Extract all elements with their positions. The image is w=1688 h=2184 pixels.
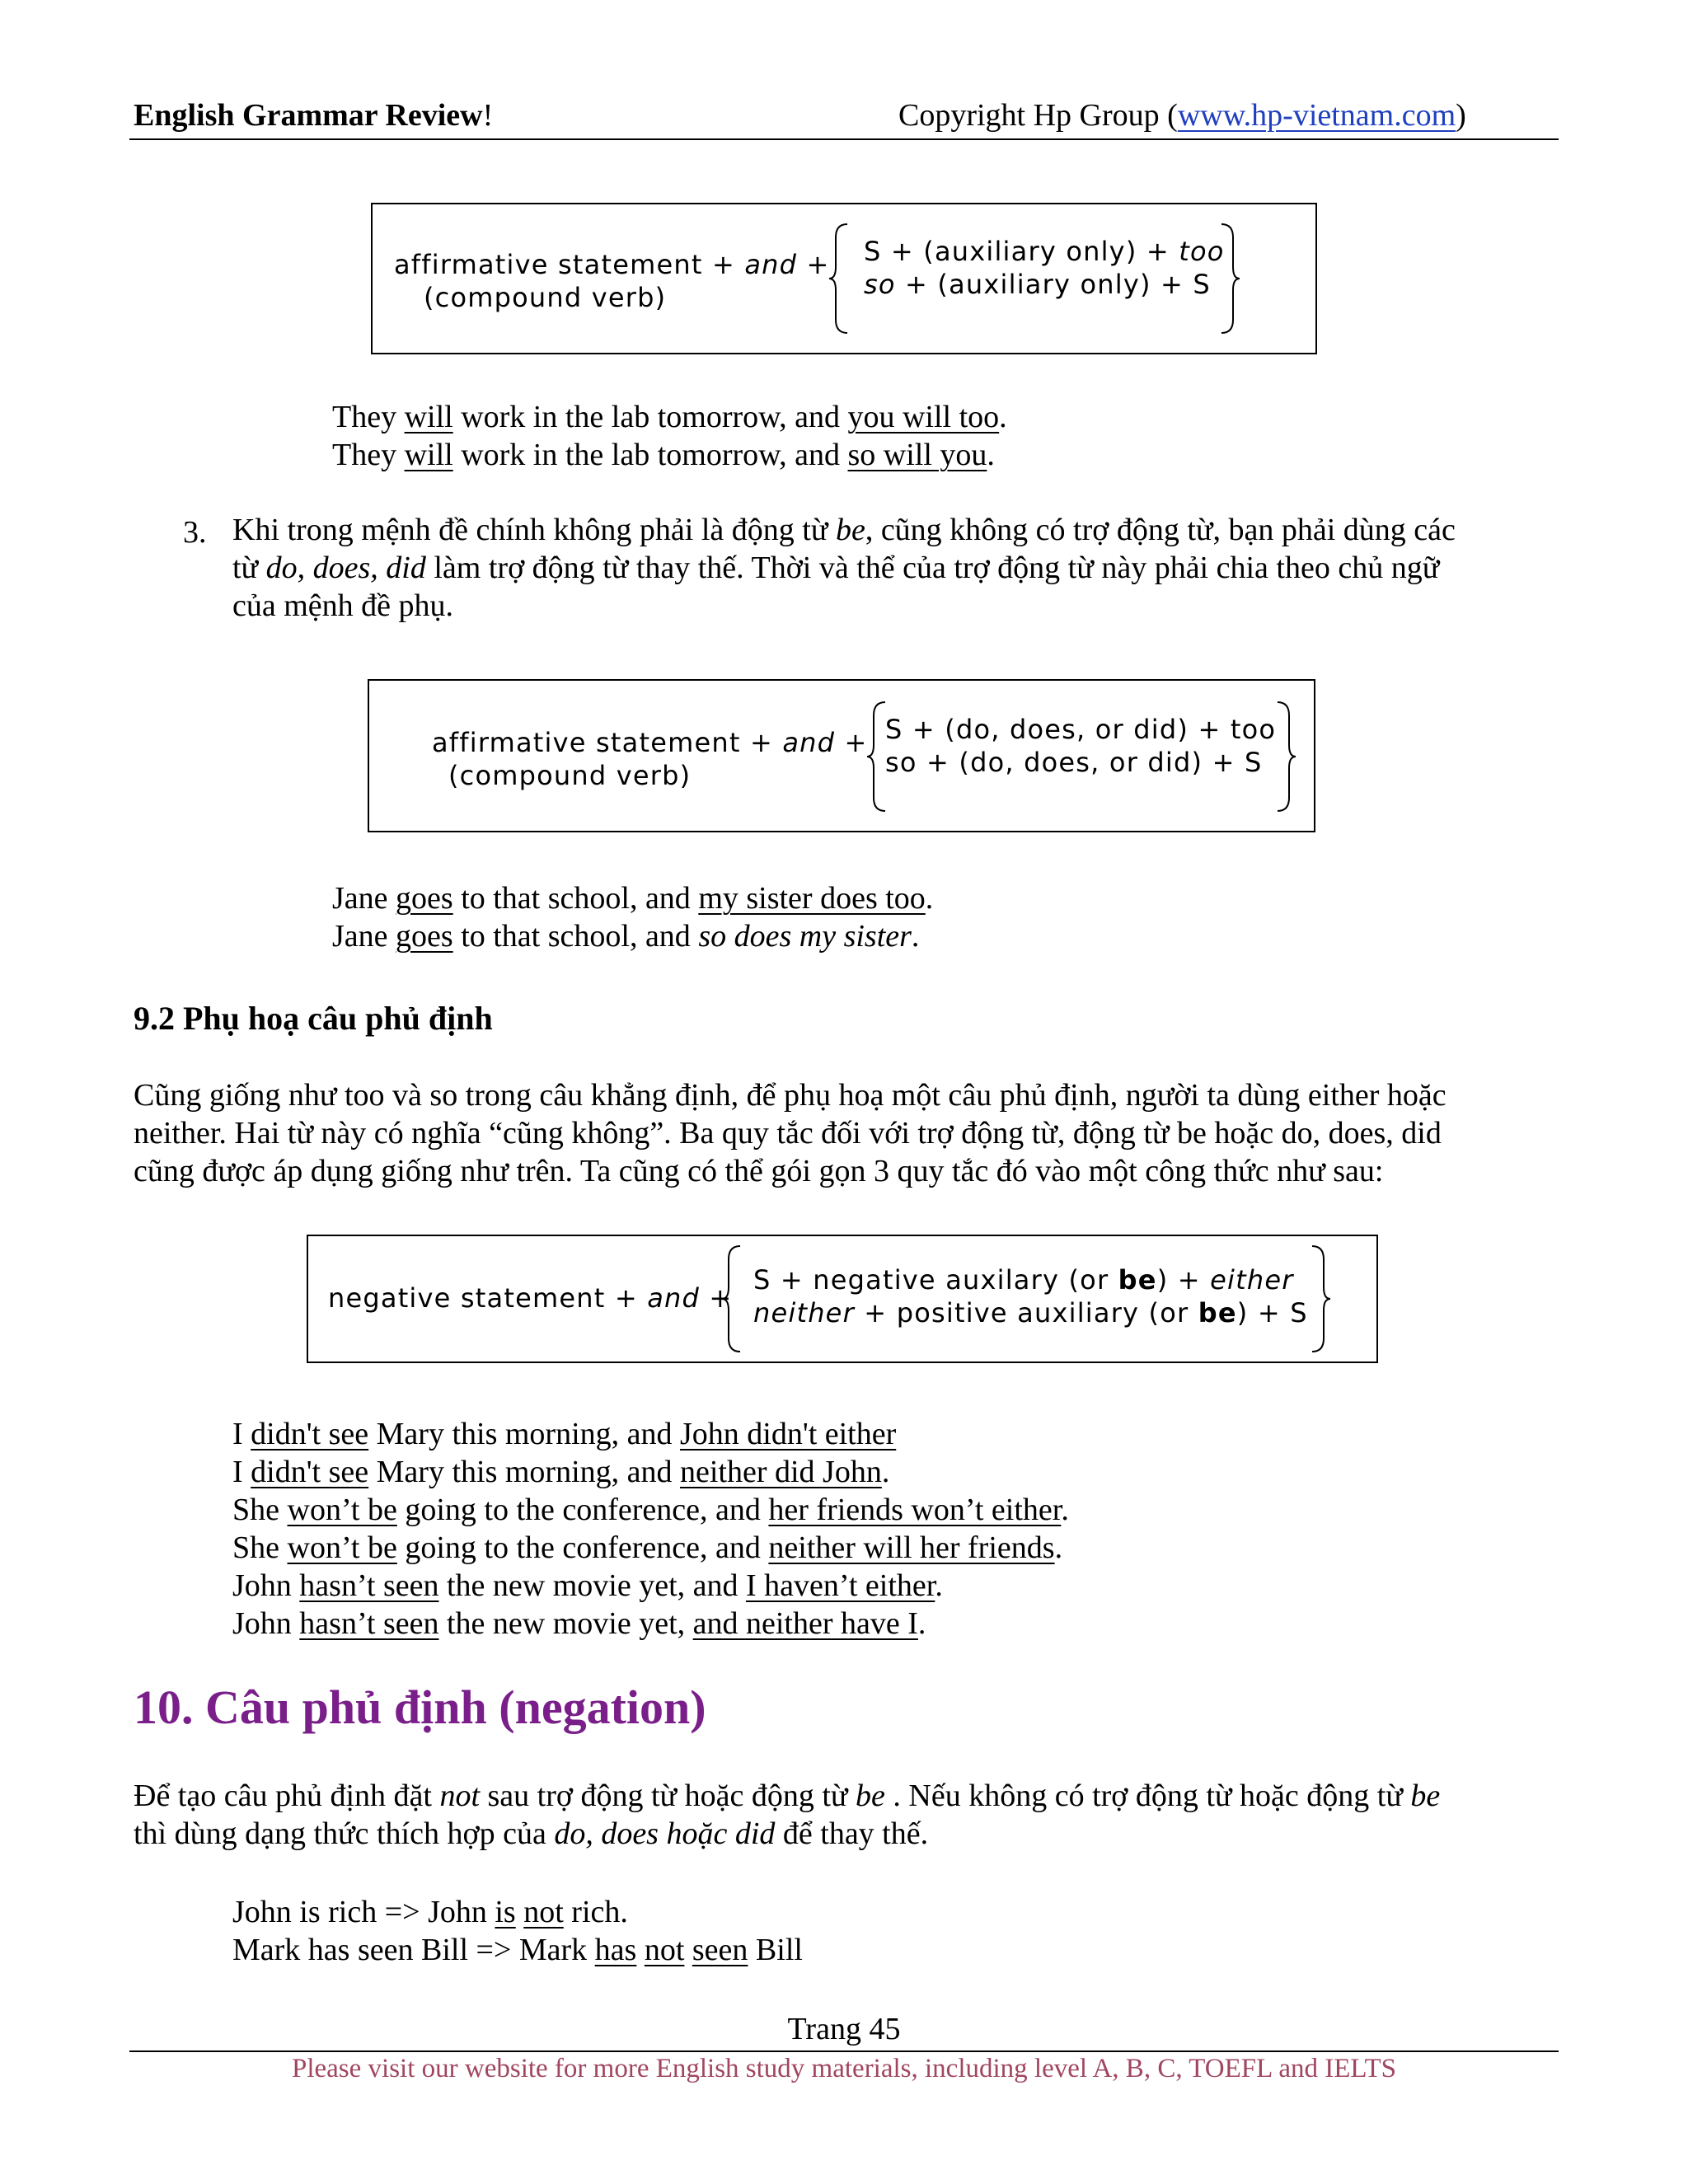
formula-right-line2: neither + positive auxiliary (or be) + S xyxy=(753,1297,1308,1329)
chapter-heading: 10. Câu phủ định (negation) xyxy=(134,1680,706,1734)
example-sentence: John hasn’t seen the new movie yet, and I haven’t either. xyxy=(232,1568,943,1603)
formula-left-line2: (compound verb) xyxy=(424,282,667,313)
page-number: Trang 45 xyxy=(787,2012,901,2046)
document-title: English Grammar Review! xyxy=(134,98,494,133)
list-number: 3. xyxy=(183,515,207,550)
example-sentence: I didn't see Mary this morning, and neither did John. xyxy=(232,1455,890,1489)
example-sentence: John is rich => John is not rich. xyxy=(232,1895,628,1929)
right-brace-icon xyxy=(1273,699,1297,814)
example-sentence: Jane goes to that school, and my sister does too. xyxy=(332,881,934,916)
formula-right-line1: S + (auxiliary only) + too xyxy=(864,236,1225,267)
section-9-2-paragraph: Cũng giống như too và so trong câu khẳng định, để phụ hoạ một câu phủ định, người ta dùng either hoặc neither. Hai từ này có nghĩa “cũng không”. Ba quy tắc đối với trợ động từ, động từ be hoặc do, does, did cũng được áp dụng giống như trên. Ta cũng có thể gói gọn 3 quy tắc đó vào một công thức như sau: xyxy=(134,1078,1447,1188)
website-link[interactable]: www.hp-vietnam.com xyxy=(1177,98,1456,133)
example-sentence: Jane goes to that school, and so does my sister. xyxy=(332,919,920,954)
example-sentence: Mark has seen Bill => Mark has not seen Bill xyxy=(232,1933,803,1967)
example-sentence: She won’t be going to the conference, and her friends won’t either. xyxy=(232,1493,1069,1527)
example-sentence: They will work in the lab tomorrow, and you will too. xyxy=(332,400,1007,434)
left-brace-icon xyxy=(720,1243,745,1355)
example-sentence: They will work in the lab tomorrow, and so will you. xyxy=(332,438,995,472)
formula-box-affirmative-do xyxy=(368,679,1315,832)
example-sentence: John hasn’t seen the new movie yet, and neither have I. xyxy=(232,1606,926,1641)
formula-right-line2: so + (auxiliary only) + S xyxy=(864,269,1211,300)
footer-rule xyxy=(129,2050,1559,2052)
formula-left: negative statement + and + xyxy=(328,1282,733,1314)
formula-right-line1: S + negative auxilary (or be) + either xyxy=(753,1264,1294,1296)
formula-right-line1: S + (do, does, or did) + too xyxy=(885,714,1277,745)
rule-3-paragraph: Khi trong mệnh đề chính không phải là động từ be, cũng không có trợ động từ, bạn phải dùng các từ do, does, did làm trợ động từ thay thế. Thời và thể của trợ động từ này phải chia theo chủ ngữ của mệnh đề phụ. xyxy=(232,513,1456,623)
left-brace-icon xyxy=(828,221,852,336)
footer-note: Please visit our website for more English study materials, including level A, B, C, TOEFL and IELTS xyxy=(291,2054,1396,2083)
formula-left-line1: affirmative statement + and + xyxy=(394,249,830,280)
formula-box-negative xyxy=(307,1235,1378,1363)
copyright-notice: Copyright Hp Group (www.hp-vietnam.com) xyxy=(898,98,1466,133)
section-10-paragraph: Để tạo câu phủ định đặt not sau trợ động từ hoặc động từ be . Nếu không có trợ động từ hoặc động từ be thì dùng dạng thức thích hợp của do, does hoặc did để thay thế. xyxy=(134,1779,1441,1851)
example-sentence: She won’t be going to the conference, and neither will her friends. xyxy=(232,1530,1063,1565)
section-heading: 9.2 Phụ hoạ câu phủ định xyxy=(134,1000,493,1037)
right-brace-icon xyxy=(1307,1243,1332,1355)
formula-box-affirmative-auxiliary xyxy=(371,203,1317,354)
formula-right-line2: so + (do, does, or did) + S xyxy=(885,747,1263,778)
formula-left-line2: (compound verb) xyxy=(448,760,692,791)
example-sentence: I didn't see Mary this morning, and John didn't either xyxy=(232,1417,897,1451)
header-rule xyxy=(129,138,1559,140)
formula-left-line1: affirmative statement + and + xyxy=(432,727,868,758)
right-brace-icon xyxy=(1217,221,1241,336)
